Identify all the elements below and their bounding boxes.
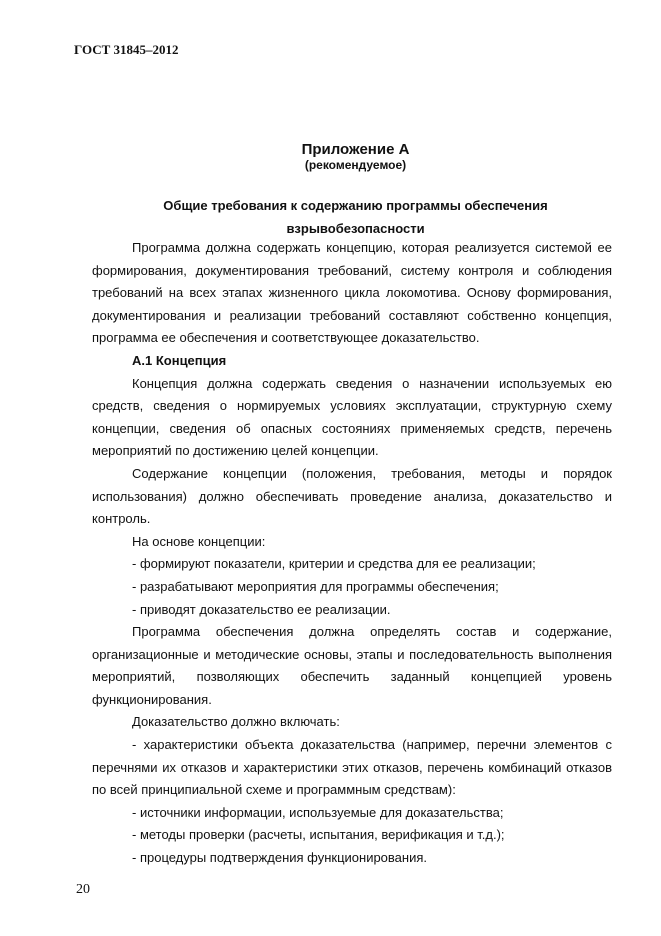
list-item: - приводят доказательство ее реализации. <box>132 601 391 617</box>
appendix-subtitle: (рекомендуемое) <box>304 158 407 172</box>
document-body <box>92 237 612 870</box>
list-item: - процедуры подтверждения функционирования. <box>132 850 427 866</box>
subsection-heading-a1: А.1 Концепция <box>132 352 227 368</box>
paragraph-concept-contents: Концепция должна содержать сведения о назначении используемых ею средств, сведения о нормируемых условиях эксплуатации, структурную схему концепции, сведения об опасных состояниях применяемых средств, перечень мероприятий по достижению целей концепции. <box>92 375 612 459</box>
list-item: - методы проверки (расчеты, испытания, верификация и т.д.); <box>132 827 505 843</box>
paragraph-based-on: На основе концепции: <box>132 533 266 549</box>
page-number: 20 <box>76 882 90 897</box>
paragraph-proof-includes: Доказательство должно включать: <box>132 714 340 730</box>
list-item: - формируют показатели, критерии и средства для ее реализации; <box>132 556 536 572</box>
paragraph-concept-scope: Содержание концепции (положения, требования, методы и порядок использования) должно обеспечивать проведение анализа, доказательство и контроль. <box>92 465 612 527</box>
standard-header: ГОСТ 31845–2012 <box>74 42 179 57</box>
list-item: - разрабатывают мероприятия для программы обеспечения; <box>132 578 499 594</box>
list-item: - источники информации, используемые для доказательства; <box>132 804 504 820</box>
section-heading-line1: Общие требования к содержанию программы обеспечения <box>163 198 548 213</box>
paragraph-program: Программа обеспечения должна определять состав и содержание, организационные и методические основы, этапы и последовательность выполнения мероприятий, позволяющих обеспечить заданный концепцией уровень функционирования. <box>92 624 612 707</box>
section-heading-line2: взрывобезопасности <box>286 221 425 236</box>
list-item: - характеристики объекта доказательства (например, перечни элементов с перечнями их отказов и характеристики этих отказов, перечень комбинаций отказов по всей принципиальной схеме и программным средствам): <box>92 737 612 798</box>
paragraph-intro: Программа должна содержать концепцию, которая реализуется системой ее формирования, документирования требований, систему контроля и соблюдения требований на всех этапах жизненного цикла локомотива. Основу формирования, документирования и реализации требований составляют собственно концепция, программа ее обеспечения и соответствующее доказательство. <box>92 240 612 346</box>
appendix-title: Приложение А <box>301 141 410 158</box>
